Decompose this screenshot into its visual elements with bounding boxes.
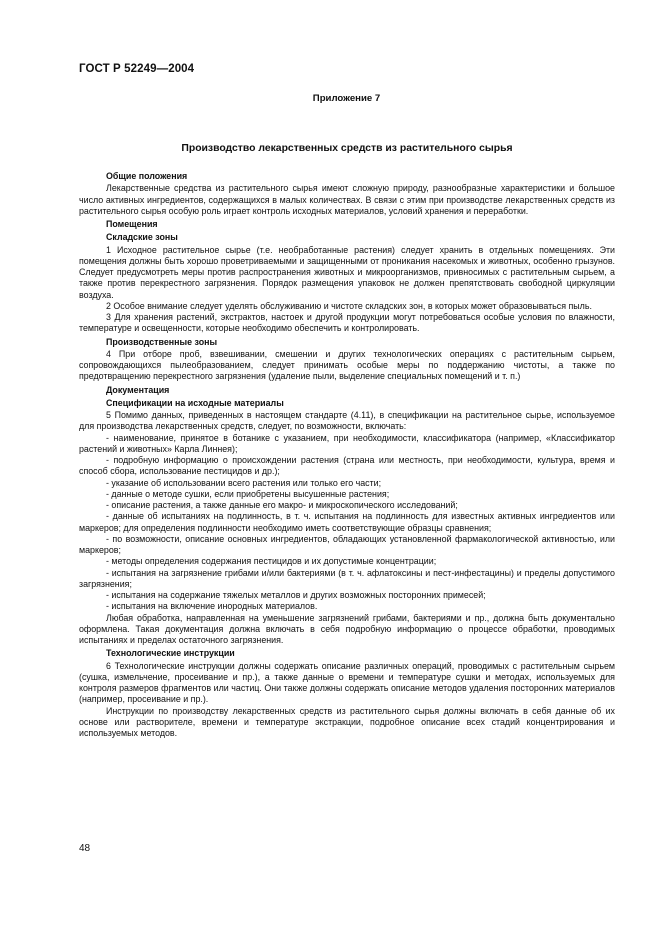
page-number: 48 [79, 843, 91, 854]
annex-label-text: Приложение 7 [312, 93, 381, 104]
list-item: - испытания на содержание тяжелых металлов и других возможных посторонних примесей; [106, 590, 486, 600]
standard-header: ГОСТ Р 52249—2004 [79, 63, 195, 75]
paragraph: 3 Для хранения растений, экстрактов, настоек и другой продукции могут потребоваться особые условия по влажности, температуре и освещенности, которые необходимо обеспечить и контролировать. [79, 312, 615, 334]
heading-production-areas: Производственные зоны [106, 336, 218, 347]
paragraph: 1 Исходное растительное сырье (т.е. необработанные растения) следует хранить в отдельных помещениях. Эти помещения должны быть хорошо проветриваемыми и защищенными от проникания насекомых и животных, особенно грызунов. Следует предусмотреть меры против распространения животных и микроорганизмов, привносимых с растительным сырьем, а также против перекрестного загрязнения. Порядок размещения упаковок не должен препятствовать свободной циркуляции воздуха. [79, 244, 615, 300]
list-item: - по возможности, описание основных ингредиентов, обладающих установленной фармакологической активностью, или маркеров; [79, 533, 615, 555]
list-item: - данные об испытаниях на подлинность, в т. ч. испытания на подлинность для известных активных ингредиентов или маркеров; для определения подлинности необходимо иметь соответствующие образцы сравнения; [79, 511, 615, 533]
heading-storage-areas: Складские зоны [106, 232, 178, 243]
list-item: - подробную информацию о происхождении растения (страна или местность, при необходимости, культура, время и способ сбора, использование пестицидов и др.); [79, 455, 615, 477]
list-item: - указание об использовании всего растения или только его части; [106, 477, 382, 488]
document-body [79, 171, 615, 739]
paragraph: 4 При отборе проб, взвешивании, смешении и других технологических операциях с растительным сырьем, сопровождающихся пылеобразованием, следует принимать особые меры по поддержанию чистоты, а также по предотвращению перекрестного загрязнения (удаление пыли, выделение специальных помещений и т. п.) [79, 348, 615, 382]
paragraph: Лекарственные средства из растительного сырья имеют сложную природу, разнообразные характеристики и большое число активных ингредиентов, содержащихся в малых количествах. В связи с этим при производстве лекарственных средств из растительного сырья особую роль играет контроль исходных материалов, условий хранения и переработки. [79, 183, 615, 216]
paragraph: Любая обработка, направленная на уменьшение загрязнений грибами, бактериями и пр., должна быть документально оформлена. Такая документация должна включать в себя подробную информацию о процессе обработки, проводимых испытаниях и пределах остаточного загрязнения. [79, 612, 615, 645]
heading-documentation: Документация [106, 384, 170, 395]
section-title: Производство лекарственных средств из растительного сырья [181, 143, 513, 154]
heading-process-instructions: Технологические инструкции [106, 648, 235, 659]
list-item: - описание растения, а также данные его макро- и микроскопического исследований; [106, 500, 458, 510]
paragraph: 2 Особое внимание следует уделять обслуживанию и чистоте складских зон, в которых может образовываться пыль. [106, 300, 592, 311]
heading-premises: Помещения [106, 219, 158, 229]
paragraph: 6 Технологические инструкции должны содержать описание различных операций, проводимых с растительным сырьем (сушка, измельчение, просеивание и пр.), а также данные о времени и температуре сушки и методах, используемых для контроля размеров фрагментов или частиц. Они также должны содержать описание методов удаления посторонних материалов (например, просеивание и пр.). [79, 660, 615, 705]
heading-specifications: Спецификации на исходные материалы [106, 397, 284, 408]
paragraph: 5 Помимо данных, приведенных в настоящем стандарте (4.11), в спецификации на растительное сырье, используемое для производства лекарственных средств, следует, по возможности, включать: [79, 410, 615, 432]
annex-label [0, 93, 661, 104]
list-item: - испытания на включение инородных материалов. [106, 601, 318, 612]
list-item: - методы определения содержания пестицидов и их допустимые концентрации; [106, 556, 437, 567]
paragraph: Инструкции по производству лекарственных средств из растительного сырья должны включать в себя данные об их основе или растворителе, времени и температуре экстракции, подробное описание всех стадий концентрирования и используемых методов. [79, 705, 615, 738]
list-item: - наименование, принятое в ботанике с указанием, при необходимости, классификатора (например, «Классификатор растений и животных» Карла Линнея); [79, 432, 615, 454]
list-item: - испытания на загрязнение грибами и/или бактериями (в т. ч. афлатоксины и пест-инфестацины) и пределы допустимого загрязнения; [79, 567, 615, 589]
list-item: - данные о методе сушки, если приобретены высушенные растения; [106, 488, 390, 499]
heading-general: Общие положения [106, 171, 188, 181]
